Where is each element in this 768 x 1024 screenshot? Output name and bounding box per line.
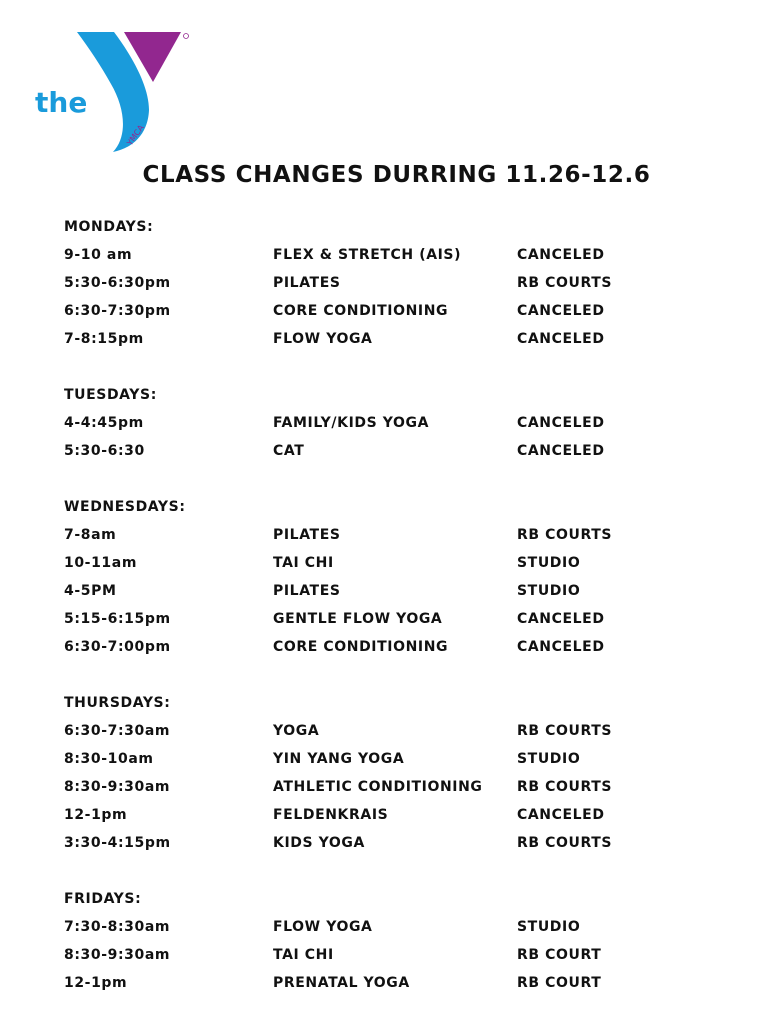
- class-name: PILATES: [273, 583, 341, 599]
- schedule-row: [64, 633, 744, 661]
- class-name: PILATES: [273, 527, 341, 543]
- class-name: FELDENKRAIS: [273, 807, 389, 823]
- class-name: TAI CHI: [273, 555, 334, 571]
- day-section: [64, 213, 744, 353]
- class-name: PILATES: [273, 275, 341, 291]
- day-heading: MONDAYS:: [64, 219, 154, 235]
- class-name: FLEX & STRETCH (AIS): [273, 247, 462, 263]
- class-time: 5:30-6:30pm: [64, 275, 171, 291]
- class-time: 8:30-9:30am: [64, 947, 171, 963]
- class-time: 12-1pm: [64, 975, 128, 991]
- class-time: 8:30-10am: [64, 751, 154, 767]
- class-status: STUDIO: [517, 583, 581, 599]
- registered-mark: [184, 34, 189, 39]
- class-status: RB COURTS: [517, 723, 613, 739]
- schedule-row: [64, 801, 744, 829]
- class-time: 6:30-7:30am: [64, 723, 171, 739]
- class-name: YIN YANG YOGA: [273, 751, 405, 767]
- class-time: 10-11am: [64, 555, 138, 571]
- class-status: CANCELED: [517, 331, 605, 347]
- schedule-row: [64, 829, 744, 857]
- class-time: 8:30-9:30am: [64, 779, 171, 795]
- schedule-row: [64, 941, 744, 969]
- class-time: 7-8am: [64, 527, 117, 543]
- schedule-row: [64, 409, 744, 437]
- class-time: 5:15-6:15pm: [64, 611, 171, 627]
- class-status: CANCELED: [517, 639, 605, 655]
- schedule-row: [64, 745, 744, 773]
- class-name: FLOW YOGA: [273, 919, 373, 935]
- class-name: TAI CHI: [273, 947, 334, 963]
- schedule-row: [64, 913, 744, 941]
- day-heading: FRIDAYS:: [64, 891, 142, 907]
- class-time: 9-10 am: [64, 247, 133, 263]
- class-name: YOGA: [273, 723, 320, 739]
- class-status: RB COURTS: [517, 779, 613, 795]
- class-status: CANCELED: [517, 247, 605, 263]
- class-name: ATHLETIC CONDITIONING: [273, 779, 483, 795]
- day-heading: WEDNESDAYS:: [64, 499, 186, 515]
- logo-the-text: the: [35, 86, 88, 119]
- class-name: CORE CONDITIONING: [273, 303, 449, 319]
- day-heading: TUESDAYS:: [64, 387, 157, 403]
- class-status: STUDIO: [517, 919, 581, 935]
- schedule-row: [64, 969, 744, 997]
- class-name: CORE CONDITIONING: [273, 639, 449, 655]
- class-name: GENTLE FLOW YOGA: [273, 611, 443, 627]
- class-status: CANCELED: [517, 415, 605, 431]
- class-name: CAT: [273, 443, 305, 459]
- class-time: 6:30-7:00pm: [64, 639, 171, 655]
- class-time: 7-8:15pm: [64, 331, 144, 347]
- class-time: 12-1pm: [64, 807, 128, 823]
- class-status: RB COURTS: [517, 275, 613, 291]
- class-status: CANCELED: [517, 303, 605, 319]
- class-status: STUDIO: [517, 751, 581, 767]
- class-time: 3:30-4:15pm: [64, 835, 171, 851]
- class-status: RB COURTS: [517, 527, 613, 543]
- day-section: [64, 381, 744, 465]
- schedule-row: [64, 241, 744, 269]
- schedule-row: [64, 325, 744, 353]
- class-status: STUDIO: [517, 555, 581, 571]
- class-status: CANCELED: [517, 807, 605, 823]
- schedule-row: [64, 521, 744, 549]
- class-status: RB COURT: [517, 947, 602, 963]
- schedule-row: [64, 773, 744, 801]
- class-time: 6:30-7:30pm: [64, 303, 171, 319]
- class-status: RB COURTS: [517, 835, 613, 851]
- logo-ymca-text: YMCA: [125, 123, 146, 148]
- class-name: FLOW YOGA: [273, 331, 373, 347]
- page-title: CLASS CHANGES DURRING 11.26-12.6: [142, 162, 651, 188]
- class-schedule: [64, 213, 744, 997]
- schedule-row: [64, 577, 744, 605]
- schedule-row: [64, 437, 744, 465]
- day-section: [64, 493, 744, 661]
- ymca-logo: [33, 28, 198, 158]
- schedule-row: [64, 605, 744, 633]
- class-name: FAMILY/KIDS YOGA: [273, 415, 430, 431]
- class-time: 4-5PM: [64, 583, 117, 599]
- class-status: CANCELED: [517, 443, 605, 459]
- class-status: RB COURT: [517, 975, 602, 991]
- schedule-row: [64, 297, 744, 325]
- class-name: KIDS YOGA: [273, 835, 365, 851]
- day-section: [64, 885, 744, 997]
- schedule-row: [64, 269, 744, 297]
- class-status: CANCELED: [517, 611, 605, 627]
- class-time: 7:30-8:30am: [64, 919, 171, 935]
- class-time: 5:30-6:30: [64, 443, 145, 459]
- day-heading: THURSDAYS:: [64, 695, 171, 711]
- day-section: [64, 689, 744, 857]
- class-name: PRENATAL YOGA: [273, 975, 410, 991]
- schedule-row: [64, 549, 744, 577]
- schedule-row: [64, 717, 744, 745]
- class-time: 4-4:45pm: [64, 415, 144, 431]
